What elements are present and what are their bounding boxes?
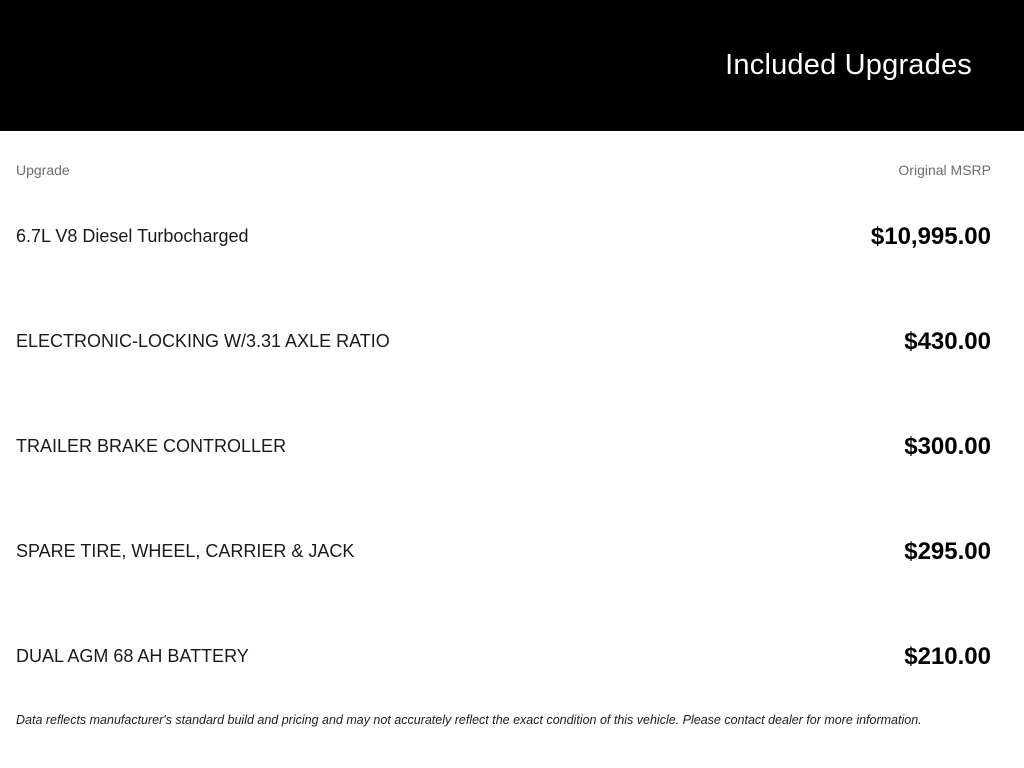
table-row bbox=[16, 289, 991, 394]
upgrade-price: $210.00 bbox=[904, 642, 991, 670]
upgrade-price: $10,995.00 bbox=[870, 222, 991, 250]
upgrade-name: ELECTRONIC-LOCKING W/3.31 AXLE RATIO bbox=[16, 331, 390, 351]
upgrade-name: SPARE TIRE, WHEEL, CARRIER & JACK bbox=[16, 541, 355, 561]
upgrade-name: DUAL AGM 68 AH BATTERY bbox=[16, 646, 249, 666]
table-row bbox=[16, 184, 991, 289]
table-body bbox=[16, 184, 991, 709]
table-row bbox=[16, 394, 991, 499]
upgrade-price: $430.00 bbox=[904, 327, 991, 355]
column-header-upgrade: Upgrade bbox=[16, 162, 70, 178]
column-header-msrp: Original MSRP bbox=[898, 162, 991, 178]
page-title: Included Upgrades bbox=[725, 48, 972, 81]
header-banner bbox=[0, 0, 1024, 131]
upgrade-name: 6.7L V8 Diesel Turbocharged bbox=[16, 226, 249, 246]
table-row bbox=[16, 604, 991, 709]
upgrade-price: $295.00 bbox=[904, 537, 991, 565]
upgrade-name: TRAILER BRAKE CONTROLLER bbox=[16, 436, 287, 456]
upgrades-table bbox=[0, 162, 1024, 728]
upgrade-price: $300.00 bbox=[904, 432, 991, 460]
disclaimer-text: Data reflects manufacturer's standard build and pricing and may not accurately reflect the exact condition of this vehicle. Please contact dealer for more information. bbox=[16, 713, 922, 727]
table-header-row bbox=[16, 162, 991, 178]
table-row bbox=[16, 499, 991, 604]
